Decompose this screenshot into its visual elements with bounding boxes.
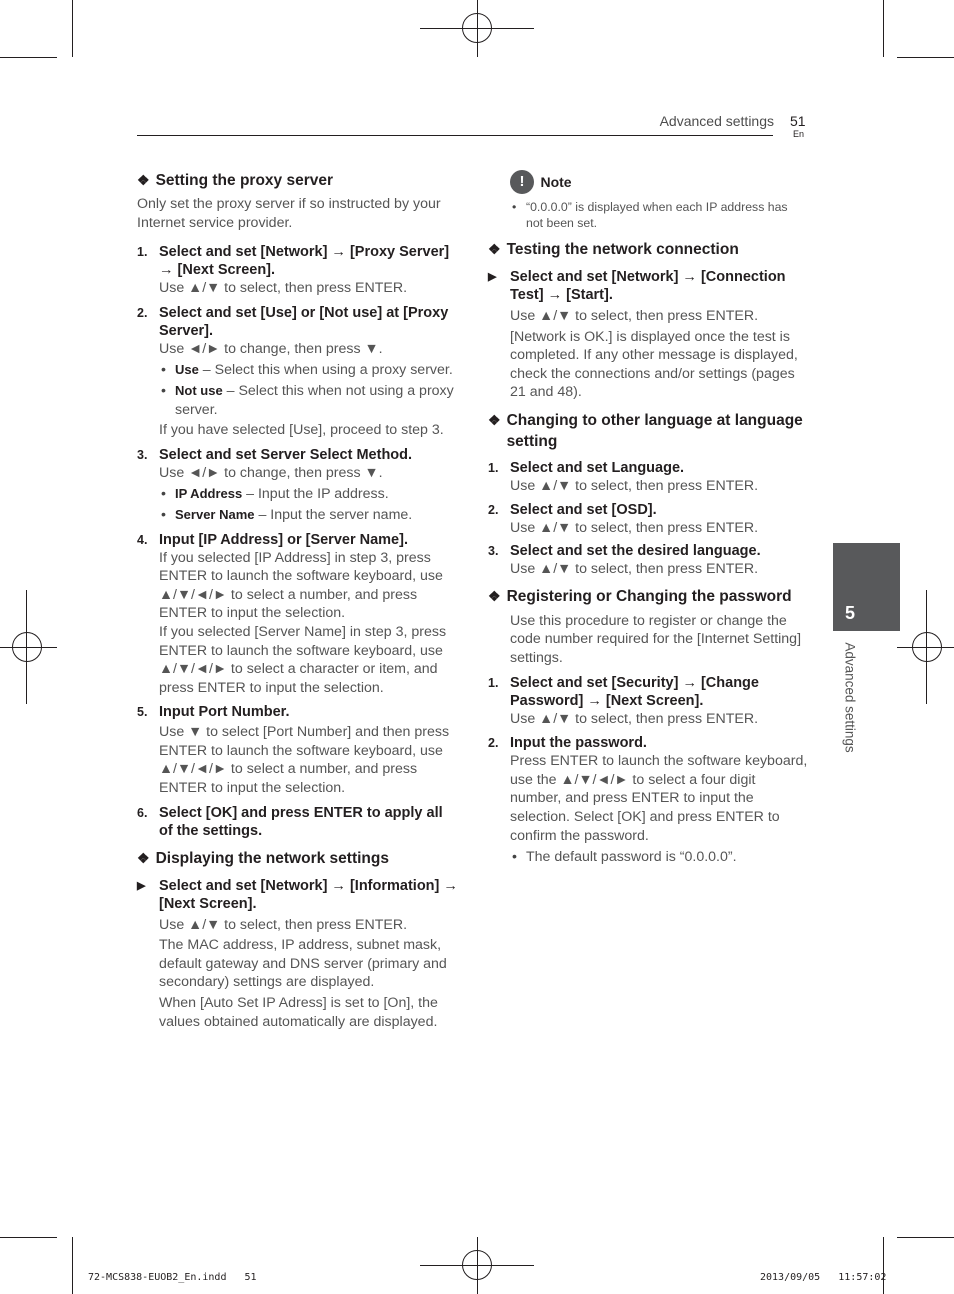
step-body: Use ▲/▼ to select, then press ENTER. xyxy=(159,916,408,933)
triangle-right-icon: ▶ xyxy=(137,879,146,892)
section-heading: ❖ Testing the network connection xyxy=(488,241,739,258)
section-intro: Only set the proxy server if so instructed by your Internet service provider. xyxy=(137,196,441,231)
step: 4. Input [IP Address] or [Server Name]. xyxy=(137,531,408,548)
step-body: Use ◄/► to change, then press ▼. xyxy=(159,340,383,357)
step-body: Use ▲/▼ to select, then press ENTER. xyxy=(159,280,408,297)
step-body: Press ENTER to launch the software keyboard, use the ▲/▼/◄/► to select a four digit number, and press ENTER to input the selection. Select [OK] and press ENTER to confirm the password. xyxy=(510,753,808,844)
step: 2. Input the password. xyxy=(488,735,647,752)
crop-mark xyxy=(0,1237,57,1238)
step: 1. Select and set [Security] → [Change Password] → [Next Screen]. xyxy=(488,674,759,709)
crop-mark xyxy=(72,1237,73,1294)
chapter-tab xyxy=(833,543,900,631)
triangle-right-icon: ▶ xyxy=(488,271,497,283)
step-body: If you have selected [Use], proceed to step 3. xyxy=(159,422,444,439)
step-body: Use ▲/▼ to select, then press ENTER. xyxy=(510,308,759,324)
step-body: Use ▼ to select [Port Number] and then press ENTER to launch the software keyboard, use ▲/▼/◄/► to select a number, and press ENTER to input the selection. xyxy=(159,724,450,797)
diamond-icon: ❖ xyxy=(488,587,501,604)
exclamation-icon: ! xyxy=(510,170,534,194)
left-column xyxy=(137,170,459,1031)
header-rule xyxy=(137,135,773,136)
crop-mark xyxy=(897,57,954,58)
section-intro: Use this procedure to register or change the code number required for the [Internet Setting] settings. xyxy=(510,612,802,666)
step: 3. Select and set the desired language. xyxy=(488,543,761,560)
step-body: Use ▲/▼ to select, then press ENTER. xyxy=(510,561,759,578)
section-heading: ❖ Changing to other language at language setting xyxy=(488,411,803,450)
step: 3. Select and set Server Select Method. xyxy=(137,446,413,463)
step-body: [Network is OK.] is displayed once the test is completed. If any other message is displayed, check the connections and/or settings (pages 21 and 48). xyxy=(510,328,798,401)
list-item: • IP Address – Input the IP address. xyxy=(137,485,459,504)
language-code: En xyxy=(793,129,805,139)
crop-mark xyxy=(883,1237,884,1294)
diamond-icon: ❖ xyxy=(488,241,501,257)
step-body: Use ◄/► to change, then press ▼. xyxy=(159,464,383,481)
crop-mark xyxy=(0,57,57,58)
crop-mark xyxy=(72,0,73,57)
step-body: When [Auto Set IP Adress] is set to [On], the values obtained automatically are displayed. xyxy=(159,995,438,1030)
step: 1. Select and set Language. xyxy=(488,459,685,476)
step: 5. Input Port Number. xyxy=(137,704,290,721)
registration-mark xyxy=(462,13,492,43)
step-body: If you selected [Server Name] in step 3, press ENTER to launch the software keyboard, use ▲/▼/◄/► to select a character or item, and press ENTER to input the selection. xyxy=(159,623,447,696)
note-text: • “0.0.0.0” is displayed when each IP address has not been set. xyxy=(488,199,808,231)
crop-mark xyxy=(883,0,884,57)
step: ▶ Select and set [Network] → [Connection Test] → [Start]. xyxy=(488,269,786,303)
note-heading: ! Note xyxy=(510,170,808,194)
section-heading: ❖ Setting the proxy server xyxy=(137,172,334,189)
step: 1. Select and set [Network] → [Proxy Server] → [Next Screen]. xyxy=(137,244,450,279)
list-item: • Not use – Select this when not using a proxy server. xyxy=(137,382,459,419)
step-body: If you selected [IP Address] in step 3, press ENTER to launch the software keyboard, use ▲/▼/◄/► to select a number, and press ENTER to input the selection. xyxy=(159,549,443,622)
step: 6. Select [OK] and press ENTER to apply all of the settings. xyxy=(137,804,443,839)
registration-mark xyxy=(912,632,942,662)
step-body: Use ▲/▼ to select, then press ENTER. xyxy=(510,519,759,536)
list-item: • Use – Select this when using a proxy server. xyxy=(137,361,459,380)
page-number: 51 xyxy=(790,113,806,129)
footer-timestamp: 2013/09/05 11:57:02 xyxy=(760,1272,887,1283)
step-body: Use ▲/▼ to select, then press ENTER. xyxy=(510,710,759,727)
step: ▶ Select and set [Network] → [Information] → [Next Screen]. xyxy=(137,877,458,912)
chapter-tab-label: Advanced settings xyxy=(842,642,858,753)
diamond-icon: ❖ xyxy=(137,172,150,188)
step-body: Use ▲/▼ to select, then press ENTER. xyxy=(510,477,759,494)
diamond-icon: ❖ xyxy=(488,411,501,428)
step: 2. Select and set [OSD]. xyxy=(488,501,657,518)
step: 2. Select and set [Use] or [Not use] at [Proxy Server]. xyxy=(137,304,449,339)
right-column xyxy=(488,170,808,867)
step-body: The MAC address, IP address, subnet mask, default gateway and DNS server (primary and secondary) settings are displayed. xyxy=(159,937,447,991)
section-heading: ❖ Displaying the network settings xyxy=(137,849,389,867)
footer-file: 72-MCS838-EUOB2_En.indd 51 xyxy=(88,1272,257,1283)
registration-mark xyxy=(462,1250,492,1280)
running-header: Advanced settings xyxy=(659,113,774,129)
list-item: • Server Name – Input the server name. xyxy=(137,506,459,525)
registration-mark xyxy=(12,632,42,662)
diamond-icon: ❖ xyxy=(137,849,150,866)
section-heading: ❖ Registering or Changing the password xyxy=(488,587,792,605)
list-item: • The default password is “0.0.0.0”. xyxy=(488,848,808,867)
crop-mark xyxy=(897,1237,954,1238)
chapter-number: 5 xyxy=(845,603,856,623)
